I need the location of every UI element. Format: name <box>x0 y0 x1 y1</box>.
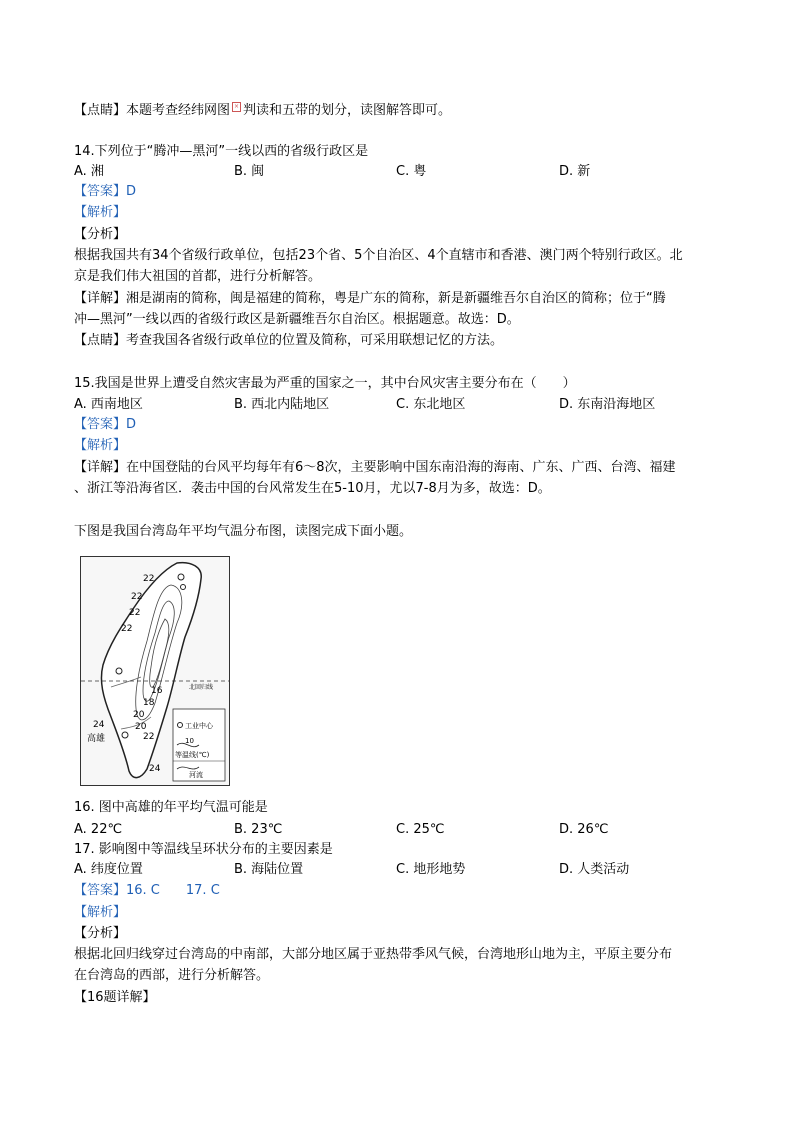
q14-fenxi-text-1: 根据我国共有34个省级行政单位，包括23个省、5个自治区、4个直辖市和香港、澳门两个特别行政区。北 <box>74 248 683 263</box>
map-label: 22 <box>129 608 141 618</box>
q14-answer: 【答案】D <box>74 184 137 199</box>
q16-stem: 16. 图中高雄的年平均气温可能是 <box>74 800 268 815</box>
q15-option-d: D. 东南沿海地区 <box>559 397 656 412</box>
broken-image-icon: × <box>234 103 240 110</box>
q17-stem: 17. 影响图中等温线呈环状分布的主要因素是 <box>74 842 333 857</box>
q1617-fenxi-text-1: 根据北回归线穿过台湾岛的中南部，大部分地区属于亚热带季风气候，台湾地形山地为主，平原主要分布 <box>74 947 673 962</box>
map-label: 24 <box>149 764 161 774</box>
q14-analysis-label: 【解析】 <box>74 205 127 220</box>
q1617-analysis-label: 【解析】 <box>74 905 127 920</box>
map-label: 22 <box>143 574 155 584</box>
q14-stem: 14.下列位于“腾冲—黑河”一线以西的省级行政区是 <box>74 144 369 159</box>
q15-detail-2: 、浙江等沿海省区．袭击中国的台风常发生在5-10月，尤以7-8月为多，故选：D。 <box>74 481 551 496</box>
legend-isotherm-value: 10 <box>185 737 194 745</box>
q1617-answer: 【答案】16. C 17. C <box>74 883 220 898</box>
map-label: 20 <box>135 722 147 732</box>
legend-river-label: 河流 <box>189 771 203 779</box>
q14-fenxi-text-2: 京是我们伟大祖国的首都，进行分析解答。 <box>74 269 322 284</box>
map-label: 18 <box>143 698 155 708</box>
map-label: 22 <box>143 732 155 742</box>
q14-option-c: C. 粤 <box>396 164 427 179</box>
tropic-label: 北回归线 <box>189 684 214 691</box>
q17-option-a: A. 纬度位置 <box>74 862 143 877</box>
q16-option-b: B. 23℃ <box>234 822 283 837</box>
q14-detail-1: 【详解】湘是湖南的简称，闽是福建的简称，粤是广东的简称，新是新疆维吾尔自治区的简称；位于“腾 <box>74 291 666 306</box>
legend-industry-label: 工业中心 <box>185 722 213 730</box>
q16-detail-label: 【16题详解】 <box>74 990 156 1005</box>
map-label: 22 <box>121 624 133 634</box>
q14-tip: 【点睛】考查我国各省级行政单位的位置及简称，可采用联想记忆的方法。 <box>74 333 504 348</box>
q15-detail-1: 【详解】在中国登陆的台风平均每年有6～8次，主要影响中国东南沿海的海南、广东、广西、台湾、福建 <box>74 460 676 475</box>
tip-label: 【点睛】 <box>74 103 127 118</box>
q15-stem: 15.我国是世界上遭受自然灾害最为严重的国家之一，其中台风灾害主要分布在（ ） <box>74 376 576 391</box>
q16-option-c: C. 25℃ <box>396 822 445 837</box>
q15-option-b: B. 西北内陆地区 <box>234 397 330 412</box>
taiwan-map-svg <box>81 557 229 785</box>
tip-13: 【点睛】本题考查经纬网图 × 判读和五带的划分，读图解答即可。 <box>74 103 452 118</box>
map-label: 24 <box>93 720 105 730</box>
q14-option-b: B. 闽 <box>234 164 265 179</box>
q14-detail-2: 冲—黑河”一线以西的省级行政区是新疆维吾尔自治区。根据题意。故选：D。 <box>74 312 520 327</box>
city-kaohsiung: 高雄 <box>87 734 106 744</box>
taiwan-temperature-map <box>80 556 230 786</box>
q1617-fenxi-text-2: 在台湾岛的西部，进行分析解答。 <box>74 968 270 983</box>
q15-option-c: C. 东北地区 <box>396 397 466 412</box>
q16-option-d: D. 26℃ <box>559 822 609 837</box>
q16-option-a: A. 22℃ <box>74 822 123 837</box>
q14-fenxi-label: 【分析】 <box>74 227 127 242</box>
map-intro: 下图是我国台湾岛年平均气温分布图，读图完成下面小题。 <box>74 524 413 539</box>
legend-isotherm-label: 等温线(℃) <box>175 751 210 759</box>
q1617-fenxi-label: 【分析】 <box>74 926 127 941</box>
q14-option-a: A. 湘 <box>74 164 104 179</box>
q17-option-b: B. 海陆位置 <box>234 862 304 877</box>
map-label: 20 <box>133 710 145 720</box>
map-label: 22 <box>131 592 143 602</box>
q17-option-c: C. 地形地势 <box>396 862 466 877</box>
q17-option-d: D. 人类活动 <box>559 862 630 877</box>
q15-analysis-label: 【解析】 <box>74 438 127 453</box>
q15-answer: 【答案】D <box>74 417 137 432</box>
q14-option-d: D. 新 <box>559 164 591 179</box>
map-label: 16 <box>151 686 163 696</box>
q15-option-a: A. 西南地区 <box>74 397 143 412</box>
